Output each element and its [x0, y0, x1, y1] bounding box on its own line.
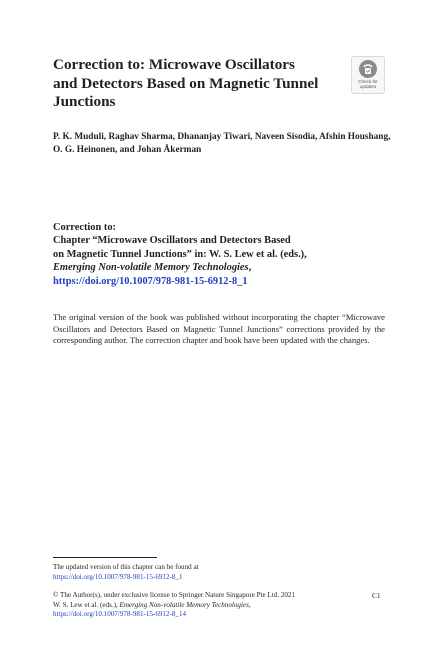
copyright-block — [53, 591, 353, 620]
citation-editors: W. S. Lew et al. (eds.), — [53, 600, 120, 609]
correction-reference — [53, 221, 393, 288]
body-paragraph: The original version of the book was published without incorporating the chapter “Microwave Oscillators and Detectors Based on Magnetic Tunnel Junctions” corrections provided by the corresponding author. The correction chapter and book have been updated with the changes. — [53, 312, 385, 346]
citation-book-title: Emerging Non-volatile Memory Technologies — [119, 600, 249, 609]
footnote-text: The updated version of this chapter can be found at — [53, 563, 199, 571]
check-for-updates-icon — [359, 60, 377, 78]
badge-label-line2: updates — [359, 84, 377, 89]
book-title-suffix: , — [248, 262, 252, 274]
footnote-doi-link[interactable]: https://doi.org/10.1007/978-981-15-6912-8_1 — [53, 572, 183, 581]
author-list: P. K. Muduli, Raghav Sharma, Dhananjay Tiwari, Naveen Sisodia, Afshin Houshang, O. G. Heinonen, and Johan Åkerman — [53, 132, 391, 155]
correction-doi-link[interactable]: https://doi.org/10.1007/978-981-15-6912-8_1 — [53, 275, 248, 287]
correction-chapter-line-2: on Magnetic Tunnel Junctions” in: W. S. Lew et al. (eds.), — [53, 248, 307, 260]
check-for-updates-badge[interactable] — [351, 56, 385, 94]
footnote-divider — [53, 557, 157, 558]
citation-line — [53, 601, 353, 611]
badge-label-line1: Check for — [358, 79, 378, 84]
correction-heading: Correction to: — [53, 222, 116, 233]
footnote — [53, 563, 385, 582]
correction-chapter-line: Chapter “Microwave Oscillators and Detectors Based — [53, 235, 291, 247]
page-number: C1 — [372, 591, 381, 600]
correction-book-line — [53, 261, 393, 274]
chapter-title: Correction to: Microwave Oscillators and Detectors Based on Magnetic Tunnel Junctions — [53, 56, 319, 110]
copyright-notice: © The Author(s), under exclusive license to Springer Nature Singapore Pte Ltd. 2021 — [53, 591, 296, 599]
book-title: Emerging Non-volatile Memory Technologies — [53, 262, 249, 274]
citation-doi-link[interactable]: https://doi.org/10.1007/978-981-15-6912-8_14 — [53, 610, 187, 618]
citation-book-suffix: , — [248, 600, 251, 609]
